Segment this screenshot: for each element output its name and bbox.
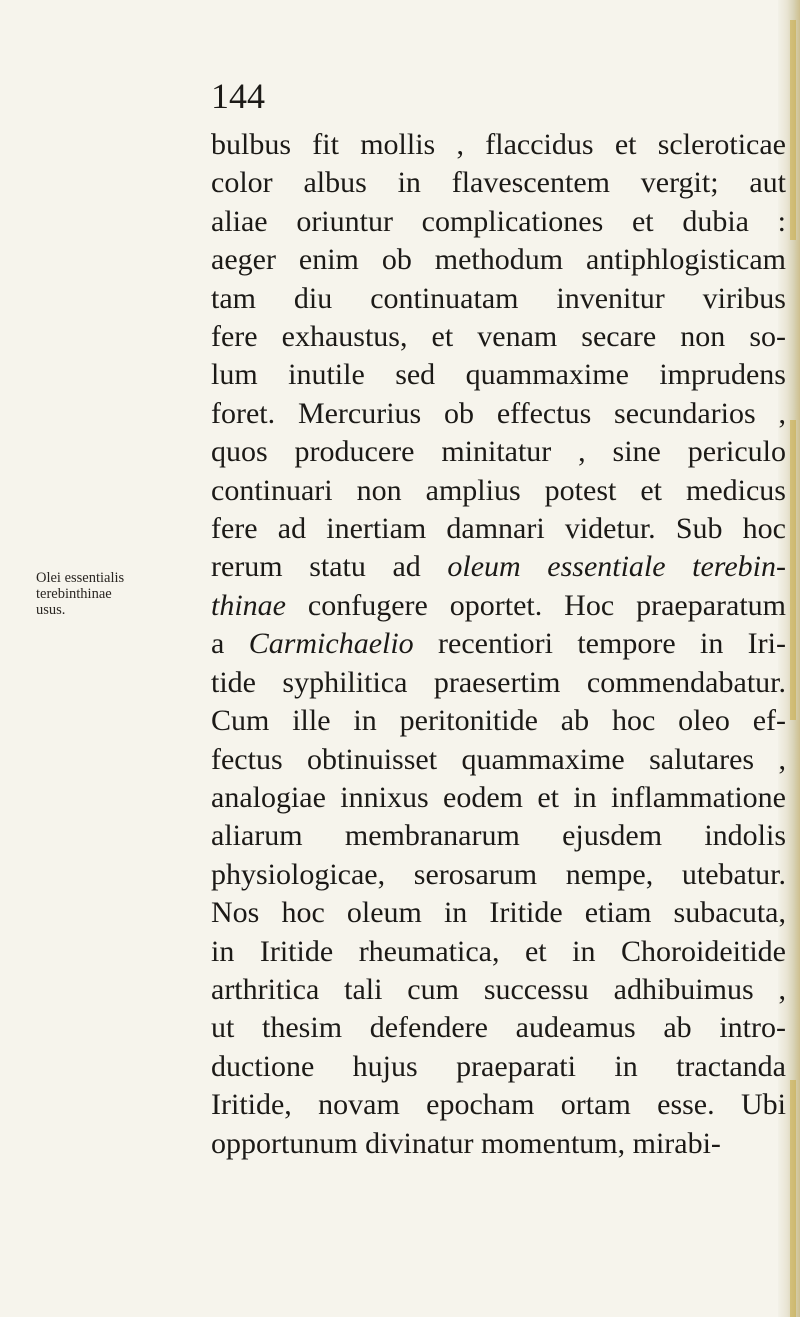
text-line: foret. Mercurius ob effectus secundarios ,	[211, 396, 786, 430]
italic-name: Carmichaelio	[248, 627, 414, 661]
text-line: bulbus fit mollis , flaccidus et scleroticae	[211, 128, 786, 161]
page-number: 144	[211, 76, 265, 116]
margin-note-line: terebinthinae	[36, 586, 112, 602]
italic-term: thinae	[211, 588, 286, 622]
margin-note-line: usus.	[36, 602, 66, 618]
text-line: opportunum divinatur momentum, mirabi-	[211, 1126, 721, 1160]
text-line: rerum statu ad oleum essentiale terebin-	[211, 550, 787, 584]
text-line: physiologicae, serosarum nempe, utebatur.	[211, 857, 786, 891]
text-line: continuari non amplius potest et medicus	[211, 473, 786, 507]
body-text	[211, 126, 786, 1163]
edge-stain	[790, 20, 796, 240]
text-line: Cum ille in peritonitide ab hoc oleo ef-	[211, 704, 786, 738]
italic-term: oleum essentiale terebin-	[447, 550, 787, 584]
text-line: Iritide, novam epocham ortam esse. Ubi	[211, 1088, 786, 1122]
text-line: thinae confugere oportet. Hoc praeparatum	[211, 588, 786, 622]
margin-note	[36, 570, 206, 618]
text-line: analogiae innixus eodem et in inflammatione	[211, 780, 786, 814]
text-line: arthritica tali cum successu adhibuimus ,	[211, 972, 786, 1006]
edge-stain	[790, 1080, 796, 1317]
text-line: a Carmichaelio recentiori tempore in Iri-	[211, 627, 786, 661]
text-line: color albus in flavescentem vergit; aut	[211, 166, 786, 200]
margin-note-line: Olei essentialis	[36, 570, 125, 586]
edge-stain	[790, 420, 796, 720]
text-line: Nos hoc oleum in Iritide etiam subacuta,	[211, 896, 786, 930]
text-line: fere ad inertiam damnari videtur. Sub hoc	[211, 512, 786, 546]
text-line: tide syphilitica praesertim commendabatur.	[211, 665, 786, 699]
text-line: ductione hujus praeparati in tractanda	[211, 1049, 786, 1083]
text-line: in Iritide rheumatica, et in Choroideitide	[211, 934, 786, 968]
text-line: quos producere minitatur , sine periculo	[211, 435, 786, 469]
text-line: fere exhaustus, et venam secare non so-	[211, 320, 786, 354]
text-line: fectus obtinuisset quammaxime salutares ,	[211, 742, 786, 776]
text-line: ut thesim defendere audeamus ab intro-	[211, 1011, 786, 1045]
text-line: aliae oriuntur complicationes et dubia :	[211, 204, 786, 238]
text-line: aeger enim ob methodum antiphlogisticam	[211, 243, 786, 277]
text-line: lum inutile sed quammaxime imprudens	[211, 358, 786, 392]
text-line: tam diu continuatam invenitur viribus	[211, 281, 786, 315]
text-line: aliarum membranarum ejusdem indolis	[211, 819, 786, 853]
